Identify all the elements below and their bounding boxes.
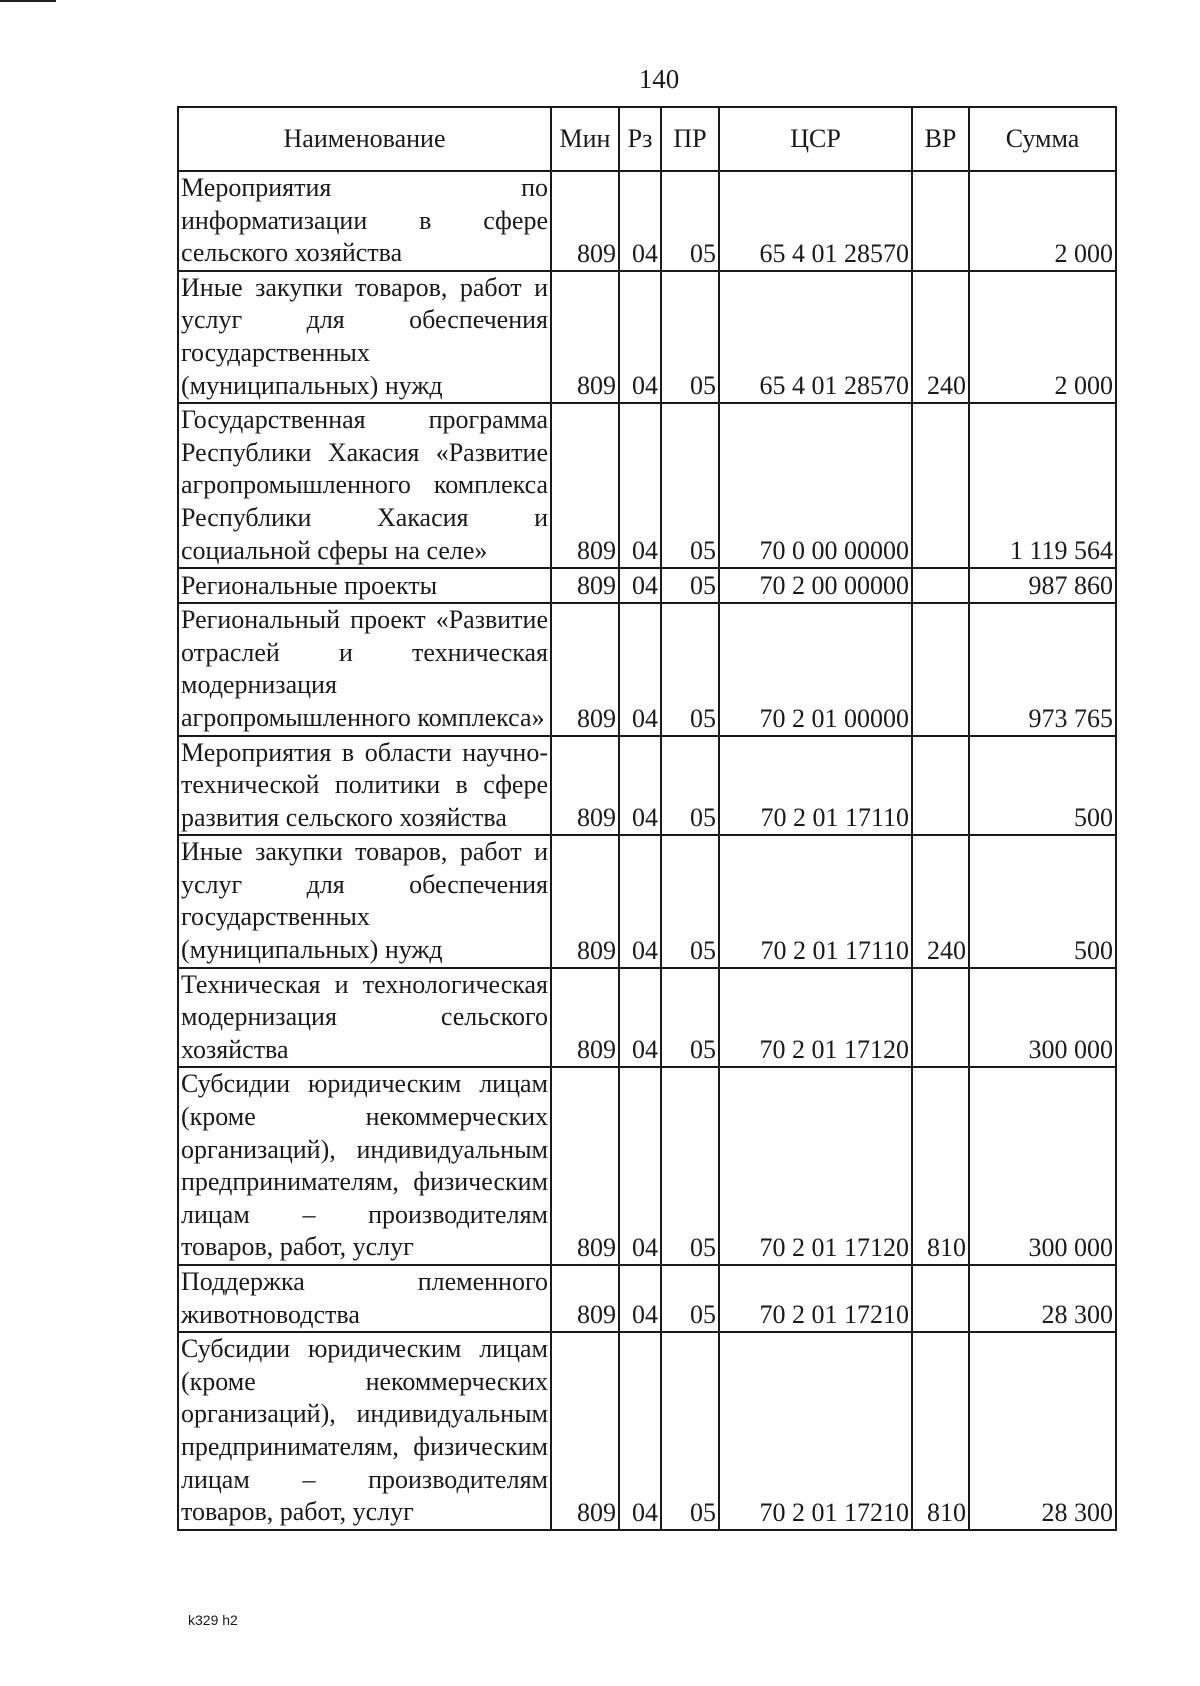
- cell-csr: 70 2 01 17120: [719, 1067, 912, 1265]
- cell-vr: 240: [912, 835, 969, 967]
- cell-sum: 987 860: [969, 568, 1116, 603]
- cell-name: Региональные проекты: [178, 568, 551, 603]
- scan-corner-mark: [0, 0, 56, 2]
- cell-name: Иные закупки товаров, работ и услуг для обеспечения государственных (муниципальных) нужд: [178, 271, 551, 403]
- cell-min: 809: [551, 1265, 619, 1332]
- cell-sum: 300 000: [969, 968, 1116, 1068]
- cell-min: 809: [551, 171, 619, 271]
- cell-min: 809: [551, 736, 619, 836]
- cell-name: Мероприятия по информатизации в сфере сельского хозяйства: [178, 171, 551, 271]
- header-sum: Сумма: [969, 107, 1116, 171]
- cell-pr: 05: [661, 403, 719, 568]
- cell-pr: 05: [661, 1265, 719, 1332]
- cell-rz: 04: [619, 835, 661, 967]
- cell-rz: 04: [619, 403, 661, 568]
- cell-csr: 70 2 01 00000: [719, 603, 912, 735]
- cell-rz: 04: [619, 968, 661, 1068]
- cell-csr: 70 2 01 17110: [719, 736, 912, 836]
- header-csr: ЦСР: [719, 107, 912, 171]
- cell-vr: [912, 736, 969, 836]
- cell-rz: 04: [619, 1067, 661, 1265]
- cell-sum: 300 000: [969, 1067, 1116, 1265]
- cell-vr: [912, 568, 969, 603]
- header-rz: Рз: [619, 107, 661, 171]
- cell-pr: 05: [661, 271, 719, 403]
- cell-vr: 810: [912, 1332, 969, 1530]
- cell-sum: 500: [969, 736, 1116, 836]
- cell-csr: 70 0 00 00000: [719, 403, 912, 568]
- cell-sum: 2 000: [969, 271, 1116, 403]
- cell-csr: 70 2 01 17120: [719, 968, 912, 1068]
- table-row: [178, 403, 1116, 568]
- header-pr: ПР: [661, 107, 719, 171]
- cell-vr: [912, 403, 969, 568]
- cell-csr: 70 2 00 00000: [719, 568, 912, 603]
- cell-sum: 28 300: [969, 1265, 1116, 1332]
- table-row: [178, 1332, 1116, 1530]
- cell-pr: 05: [661, 568, 719, 603]
- cell-rz: 04: [619, 271, 661, 403]
- cell-csr: 65 4 01 28570: [719, 171, 912, 271]
- cell-csr: 65 4 01 28570: [719, 271, 912, 403]
- budget-table: [177, 106, 1117, 1531]
- cell-vr: [912, 1265, 969, 1332]
- table-row: [178, 1265, 1116, 1332]
- cell-name: Иные закупки товаров, работ и услуг для обеспечения государственных (муниципальных) нужд: [178, 835, 551, 967]
- table-row: [178, 736, 1116, 836]
- table-row: [178, 171, 1116, 271]
- cell-pr: 05: [661, 736, 719, 836]
- cell-rz: 04: [619, 603, 661, 735]
- cell-vr: 810: [912, 1067, 969, 1265]
- cell-min: 809: [551, 1332, 619, 1530]
- cell-sum: 28 300: [969, 1332, 1116, 1530]
- footer-code: k329 h2: [188, 1612, 238, 1628]
- cell-min: 809: [551, 403, 619, 568]
- cell-min: 809: [551, 568, 619, 603]
- cell-rz: 04: [619, 1332, 661, 1530]
- cell-name: Субсидии юридическим лицам (кроме некоммерческих организаций), индивидуальным предпринимателям, физическим лицам – производителям товаров, работ, услуг: [178, 1067, 551, 1265]
- cell-sum: 973 765: [969, 603, 1116, 735]
- cell-pr: 05: [661, 603, 719, 735]
- header-name: Наименование: [178, 107, 551, 171]
- table-row: [178, 603, 1116, 735]
- cell-pr: 05: [661, 1067, 719, 1265]
- cell-name: Субсидии юридическим лицам (кроме некоммерческих организаций), индивидуальным предпринимателям, физическим лицам – производителям товаров, работ, услуг: [178, 1332, 551, 1530]
- cell-rz: 04: [619, 568, 661, 603]
- cell-csr: 70 2 01 17110: [719, 835, 912, 967]
- cell-min: 809: [551, 603, 619, 735]
- cell-csr: 70 2 01 17210: [719, 1332, 912, 1530]
- cell-min: 809: [551, 835, 619, 967]
- cell-min: 809: [551, 271, 619, 403]
- cell-pr: 05: [661, 835, 719, 967]
- cell-sum: 500: [969, 835, 1116, 967]
- cell-name: Мероприятия в области научно-технической политики в сфере развития сельского хозяйства: [178, 736, 551, 836]
- cell-name: Техническая и технологическая модернизация сельского хозяйства: [178, 968, 551, 1068]
- cell-rz: 04: [619, 171, 661, 271]
- cell-vr: [912, 171, 969, 271]
- cell-pr: 05: [661, 171, 719, 271]
- cell-min: 809: [551, 1067, 619, 1265]
- cell-csr: 70 2 01 17210: [719, 1265, 912, 1332]
- cell-pr: 05: [661, 1332, 719, 1530]
- table-row: [178, 835, 1116, 967]
- cell-name: Региональный проект «Развитие отраслей и техническая модернизация агропромышленного комплекса»: [178, 603, 551, 735]
- cell-name: Поддержка племенного животноводства: [178, 1265, 551, 1332]
- table-row: [178, 968, 1116, 1068]
- header-min: Мин: [551, 107, 619, 171]
- cell-rz: 04: [619, 1265, 661, 1332]
- table-header-row: [178, 107, 1116, 171]
- cell-name: Государственная программа Республики Хакасия «Развитие агропромышленного комплекса Республики Хакасия и социальной сферы на селе»: [178, 403, 551, 568]
- cell-pr: 05: [661, 968, 719, 1068]
- cell-sum: 1 119 564: [969, 403, 1116, 568]
- table-body: [178, 171, 1116, 1530]
- table-row: [178, 568, 1116, 603]
- header-vr: ВР: [912, 107, 969, 171]
- cell-rz: 04: [619, 736, 661, 836]
- page-number: 140: [638, 64, 680, 94]
- cell-vr: 240: [912, 271, 969, 403]
- cell-vr: [912, 603, 969, 735]
- table-row: [178, 271, 1116, 403]
- table-row: [178, 1067, 1116, 1265]
- cell-sum: 2 000: [969, 171, 1116, 271]
- cell-min: 809: [551, 968, 619, 1068]
- cell-vr: [912, 968, 969, 1068]
